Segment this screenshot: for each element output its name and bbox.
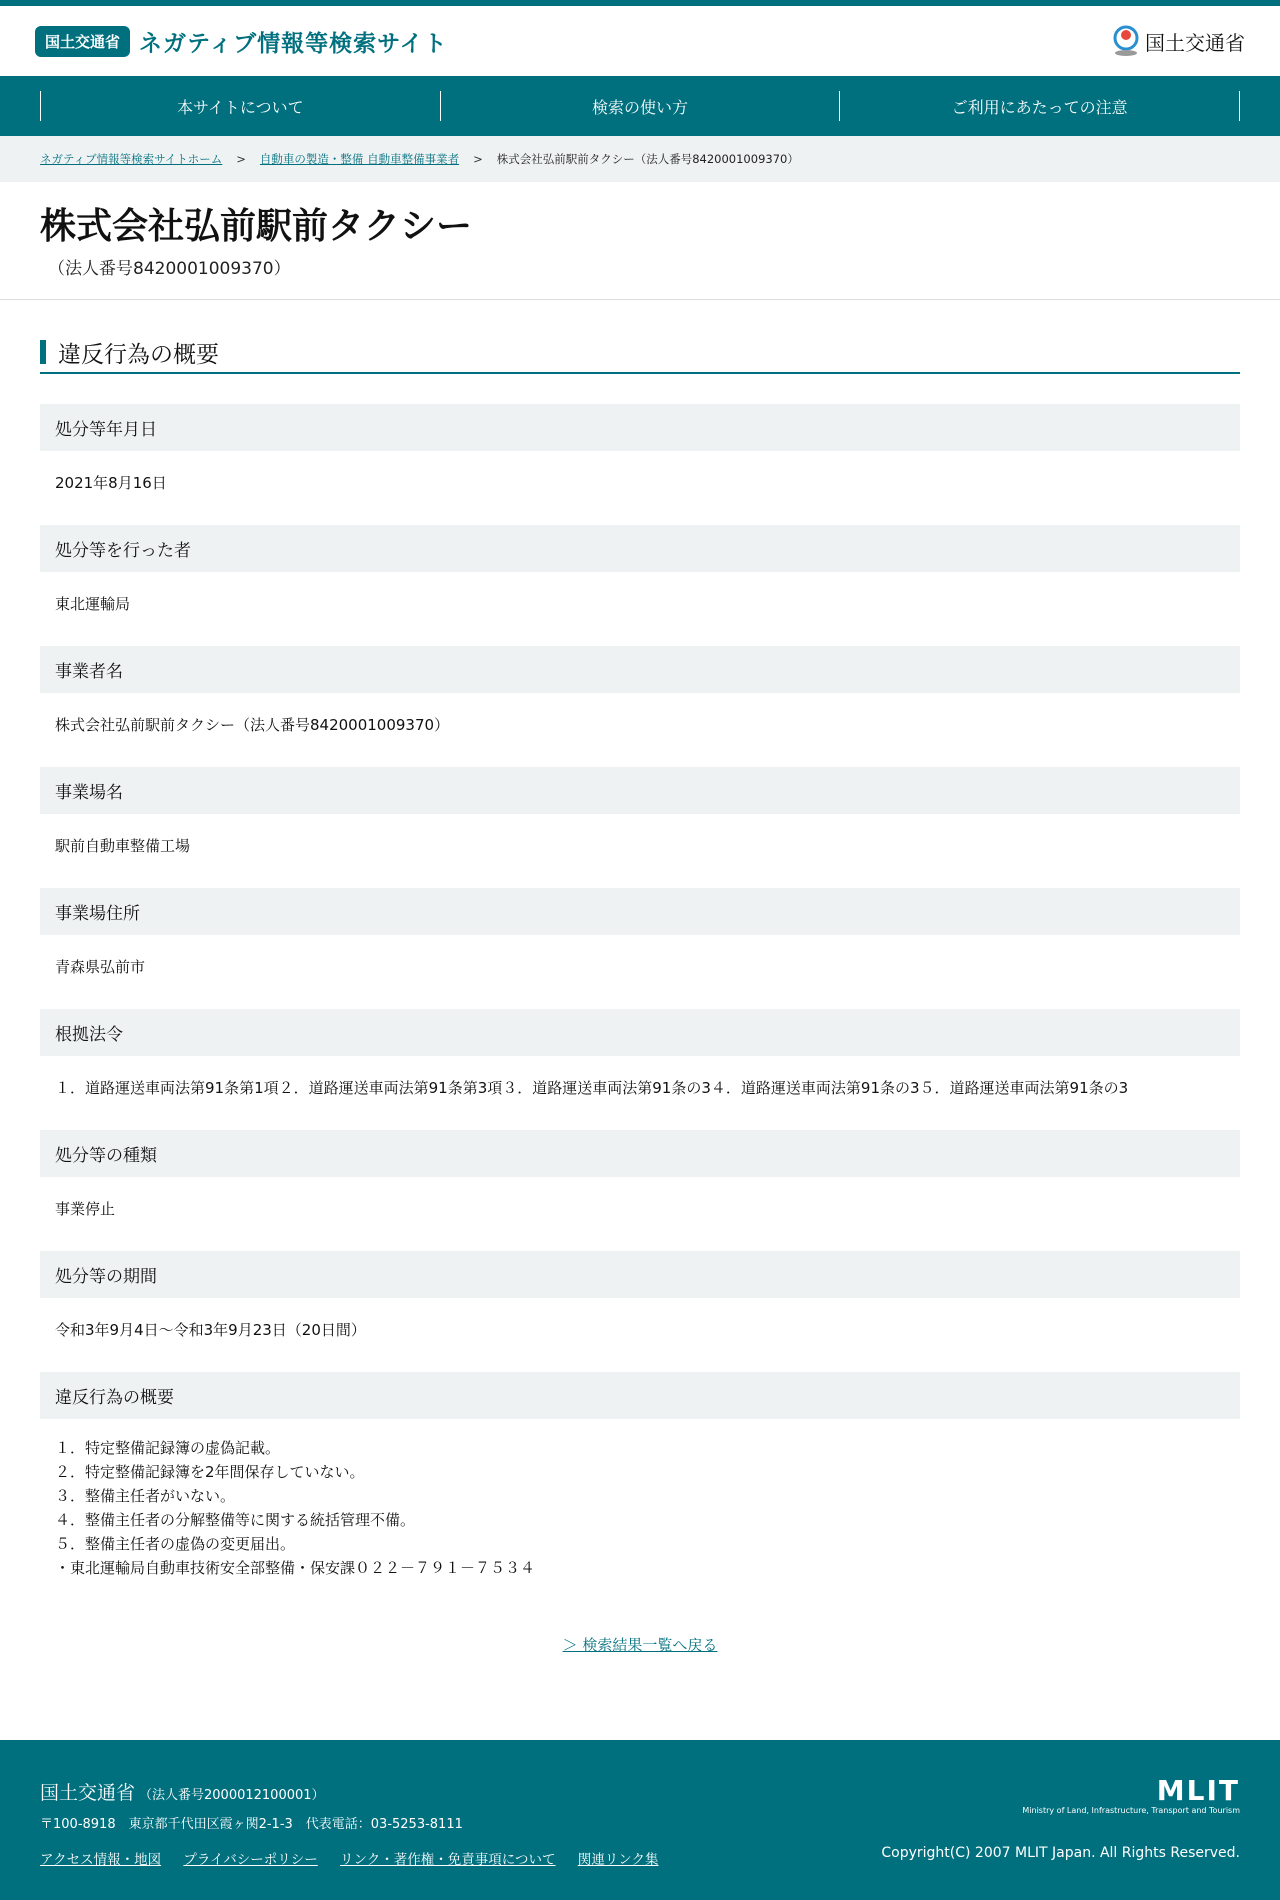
nav-item-notes[interactable]: ご利用にあたっての注意 — [839, 91, 1240, 121]
page-title: 株式会社弘前駅前タクシー — [40, 206, 473, 247]
field-label: 事業場名 — [40, 767, 1240, 814]
footer-link-access[interactable]: アクセス情報・地図 — [40, 1852, 162, 1868]
section-heading-text: 違反行為の概要 — [58, 341, 219, 368]
field-disposition-type — [40, 1130, 1240, 1251]
field-value: 青森県弘前市 — [55, 958, 146, 976]
site-brand[interactable] — [35, 25, 448, 58]
breadcrumb — [0, 136, 1280, 182]
heading-accent-bar — [40, 340, 46, 364]
field-label: 処分等の期間 — [40, 1251, 1240, 1298]
section-heading — [40, 338, 1240, 374]
field-value: 2021年8月16日 — [55, 474, 167, 492]
mlit-logo[interactable]: MLIT — [1156, 1774, 1240, 1807]
mlit-logo-subtitle: Ministry of Land, Infrastructure, Transport and Tourism — [1022, 1806, 1240, 1815]
mlit-mark[interactable] — [1111, 25, 1245, 57]
field-violation-summary — [40, 1372, 1240, 1580]
mlit-mark-text: 国土交通省 — [1145, 30, 1245, 55]
breadcrumb-separator: > — [473, 152, 483, 166]
field-value: 株式会社弘前駅前タクシー（法人番号8420001009370） — [55, 716, 450, 734]
breadcrumb-category-link[interactable]: 自動車の製造・整備 自動車整備事業者 — [259, 152, 460, 166]
footer-address: 〒100-8918 東京都千代田区霞ヶ関2-1-3 代表電話：03-5253-8111 — [40, 1817, 463, 1832]
mlit-emblem-icon — [1111, 25, 1141, 57]
field-label: 違反行為の概要 — [40, 1372, 1240, 1419]
mlit-badge: 国土交通省 — [35, 26, 130, 57]
site-header — [0, 6, 1280, 76]
footer-link-related[interactable]: 関連リンク集 — [577, 1852, 659, 1868]
field-site-name — [40, 767, 1240, 888]
footer-org-number: （法人番号2000012100001） — [139, 1788, 325, 1803]
breadcrumb-current: 株式会社弘前駅前タクシー（法人番号8420001009370） — [496, 152, 799, 166]
field-business-name — [40, 646, 1240, 767]
site-title[interactable]: ネガティブ情報等検索サイト — [139, 30, 448, 57]
field-issuer — [40, 525, 1240, 646]
field-label: 処分等を行った者 — [40, 525, 1240, 572]
field-value: １．道路運送車両法第91条第1項２．道路運送車両法第91条第3項３．道路運送車両法第91条の3４．道路運送車両法第91条の3５．道路運送車両法第91条の3 — [55, 1079, 1129, 1097]
breadcrumb-separator: > — [236, 152, 246, 166]
field-label: 根拠法令 — [40, 1009, 1240, 1056]
breadcrumb-home-link[interactable]: ネガティブ情報等検索サイトホーム — [40, 152, 223, 166]
title-block — [0, 182, 1280, 300]
field-label: 事業場住所 — [40, 888, 1240, 935]
site-footer — [0, 1740, 1280, 1900]
field-legal-basis — [40, 1009, 1240, 1130]
field-disposition-period — [40, 1251, 1240, 1372]
main-content — [0, 300, 1280, 1655]
field-label: 処分等の種類 — [40, 1130, 1240, 1177]
footer-link-copyright[interactable]: リンク・著作権・免責事項について — [340, 1852, 556, 1868]
field-label: 事業者名 — [40, 646, 1240, 693]
field-value: 東北運輸局 — [55, 595, 131, 613]
footer-org-name: 国土交通省 — [40, 1782, 136, 1804]
global-nav — [0, 76, 1280, 136]
nav-item-how-to-search[interactable]: 検索の使い方 — [440, 91, 840, 121]
back-to-results-link[interactable]: ＞ 検索結果一覧へ戻る — [562, 1636, 718, 1654]
back-link-wrap — [40, 1634, 1240, 1655]
field-disposition-date — [40, 404, 1240, 525]
footer-right — [881, 1774, 1240, 1861]
copyright: Copyright(C) 2007 MLIT Japan. All Rights Reserved. — [881, 1845, 1240, 1861]
corporate-number: （法人番号8420001009370） — [48, 259, 291, 279]
field-value: 令和3年9月4日～令和3年9月23日（20日間） — [55, 1321, 366, 1339]
field-value: 事業停止 — [55, 1200, 116, 1218]
field-value: 駅前自動車整備工場 — [55, 837, 191, 855]
footer-link-privacy[interactable]: プライバシーポリシー — [183, 1852, 318, 1868]
field-value: １．特定整備記録簿の虚偽記載。 ２．特定整備記録簿を2年間保存していない。 ３．整備主任者がいない。 ４．整備主任者の分解整備等に関する統括管理不備。 ５．整備主任者の虚偽の変更届出。 ・東北運輸局自動車技術安全部整備・保安課０２２－７９１－７５３４ — [55, 1439, 536, 1577]
field-site-address — [40, 888, 1240, 1009]
field-label: 処分等年月日 — [40, 404, 1240, 451]
nav-item-about[interactable]: 本サイトについて — [40, 91, 440, 121]
